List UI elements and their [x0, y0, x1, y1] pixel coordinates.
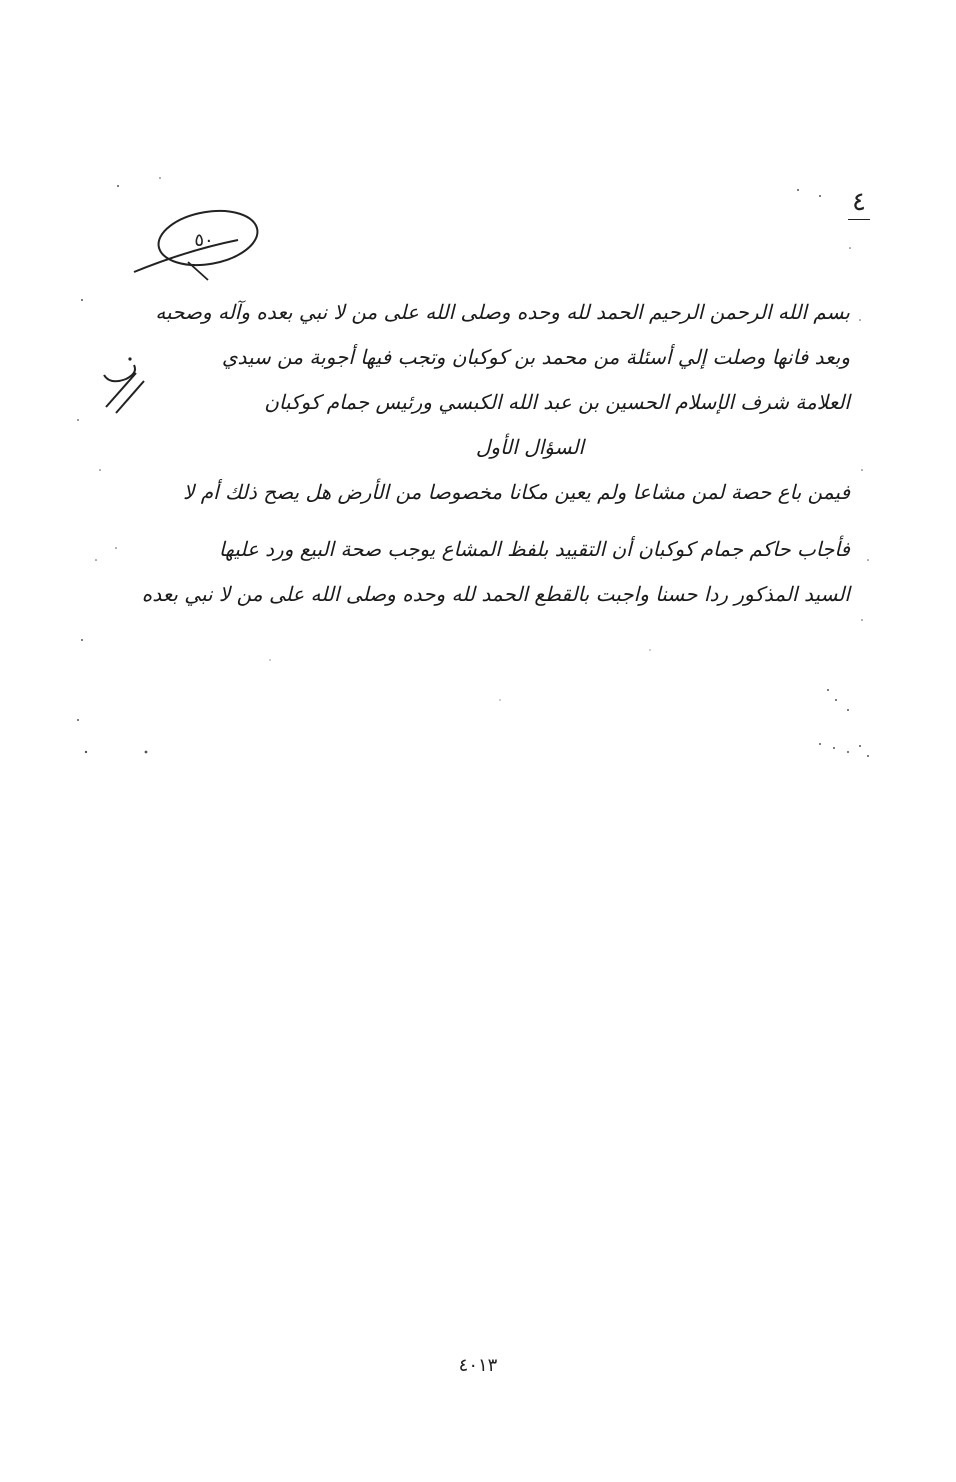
stamp-text: ٥٠ [194, 230, 214, 251]
manuscript-line: فأجاب حاكم جمام كوكبان أن التقييد بلفظ المشاع يوجب صحة البيع ورد عليها [218, 537, 850, 561]
manuscript-line: بسم الله الرحمن الرحيم الحمد لله وحده وصلى الله على من لا نبي بعده وآله وصحبه [155, 300, 850, 324]
page-number: ٤٠١٣ [458, 1355, 498, 1376]
manuscript-line: العلامة شرف الإسلام الحسين بن عبد الله الكبسي ورئيس جمام كوكبان [264, 390, 850, 414]
corner-mark: ٤ [848, 188, 870, 220]
section-heading: السؤال الأول [475, 435, 585, 459]
margin-note-icon [96, 355, 156, 425]
manuscript-body [141, 290, 850, 617]
manuscript-line: السيد المذكور ردا حسنا واجبت بالقطع الحمد لله وحده وصلى الله على من لا نبي بعده [141, 582, 850, 606]
manuscript-line: وبعد فانها وصلت إلي أسئلة من محمد بن كوكبان وتجب فيها أجوبة من سيدي [221, 345, 850, 369]
circled-number-stamp [128, 200, 268, 290]
manuscript-line: فيمن باع حصة لمن مشاعا ولم يعين مكانا مخصوصا من الأرض هل يصح ذلك أم لا [183, 480, 850, 504]
